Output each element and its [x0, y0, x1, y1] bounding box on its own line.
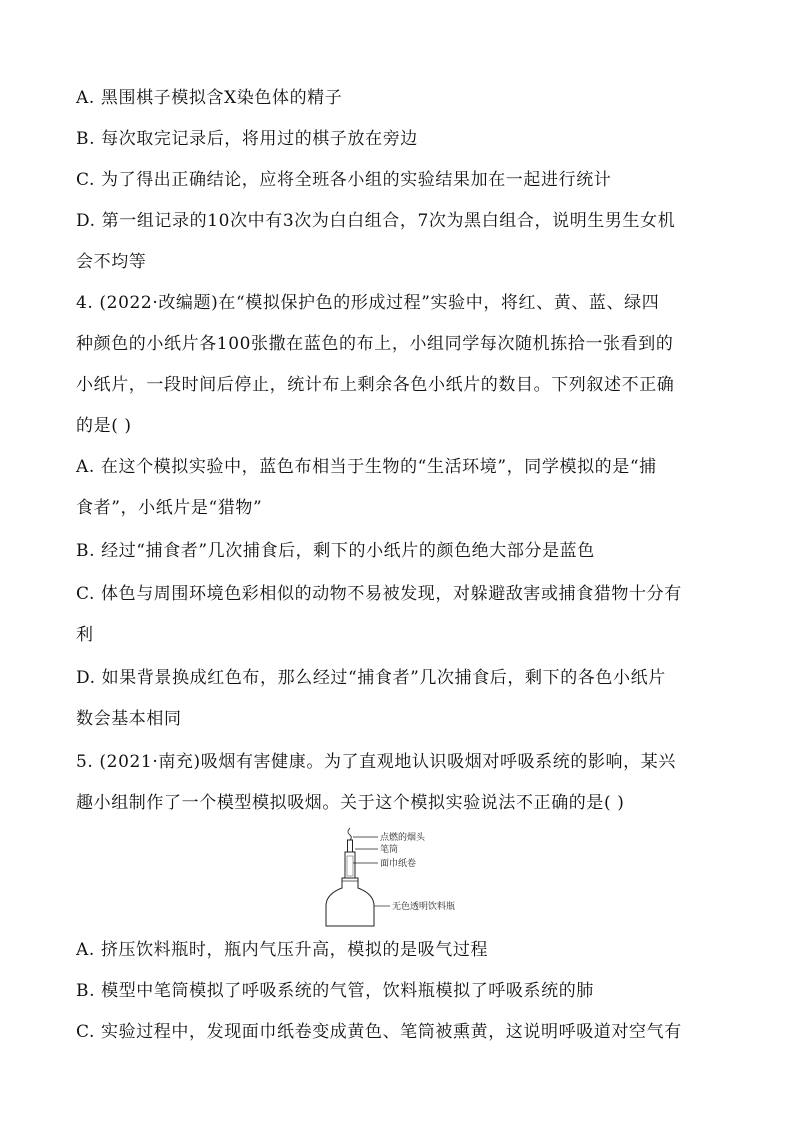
label-cigarette: 点燃的烟头 — [380, 833, 426, 843]
q4-option-c-line1: C. 体色与周围环境色彩相似的动物不易被发现，对躲避敌害或捕食猎物十分有 — [76, 584, 682, 604]
bottle-shape — [326, 878, 374, 926]
label-bottle: 无色透明饮料瓶 — [392, 902, 456, 912]
q4-option-a-line2: 食者”，小纸片是“猎物” — [76, 498, 263, 518]
q4-stem-line1: 4. (2022·改编题)在“模拟保护色的形成过程”实验中，将红、黄、蓝、绿四 — [76, 293, 660, 313]
q4-stem-line2: 种颜色的小纸片各100张撒在蓝色的布上，小组同学每次随机拣拾一张看到的 — [76, 334, 674, 354]
q4-option-b: B. 经过“捕食者”几次捕食后，剩下的小纸片的颜色绝大部分是蓝色 — [76, 541, 595, 561]
q3-option-a: A. 黑围棋子模拟含X染色体的精子 — [76, 88, 343, 108]
q3-option-b: B. 每次取完记录后，将用过的棋子放在旁边 — [76, 129, 418, 149]
q5-stem-line2: 趣小组制作了一个模型模拟吸烟。关于这个模拟实验说法不正确的是( ) — [76, 793, 625, 813]
q5-option-b: B. 模型中笔筒模拟了呼吸系统的气管，饮料瓶模拟了呼吸系统的肺 — [76, 981, 594, 1001]
smoking-model-figure — [320, 826, 490, 928]
q3-option-d-line1: D. 第一组记录的10次中有3次为白白组合，7次为黑白组合，说明生男生女机 — [76, 211, 676, 231]
label-pen-tube: 笔筒 — [380, 845, 399, 855]
smoking-model-diagram — [320, 826, 490, 928]
q4-stem-line3: 小纸片，一段时间后停止，统计布上剩余各色小纸片的数目。下列叙述不正确 — [76, 375, 675, 395]
label-tissue-roll: 面巾纸卷 — [380, 859, 417, 869]
cigarette-shape — [348, 840, 353, 852]
smoke-icon — [348, 828, 351, 841]
q4-option-d-line2: 数会基本相同 — [76, 709, 182, 729]
q3-option-c: C. 为了得出正确结论，应将全班各小组的实验结果加在一起进行统计 — [76, 170, 612, 190]
q5-option-a: A. 挤压饮料瓶时，瓶内气压升高，模拟的是吸气过程 — [76, 940, 489, 960]
q3-option-d-line2: 会不均等 — [76, 252, 147, 272]
q5-stem-line1: 5. (2021·南充)吸烟有害健康。为了直观地认识吸烟对呼吸系统的影响，某兴 — [76, 752, 676, 772]
q5-option-c-line1: C. 实验过程中，发现面巾纸卷变成黄色、笔筒被熏黄，这说明呼吸道对空气有 — [76, 1022, 682, 1042]
q4-option-a-line1: A. 在这个模拟实验中，蓝色布相当于生物的“生活环境”，同学模拟的是“捕 — [76, 457, 657, 477]
q4-stem-line4: 的是( ) — [76, 416, 132, 436]
q4-option-c-line2: 利 — [76, 625, 94, 645]
q4-option-d-line1: D. 如果背景换成红色布，那么经过“捕食者”几次捕食后，剩下的各色小纸片 — [76, 668, 666, 688]
